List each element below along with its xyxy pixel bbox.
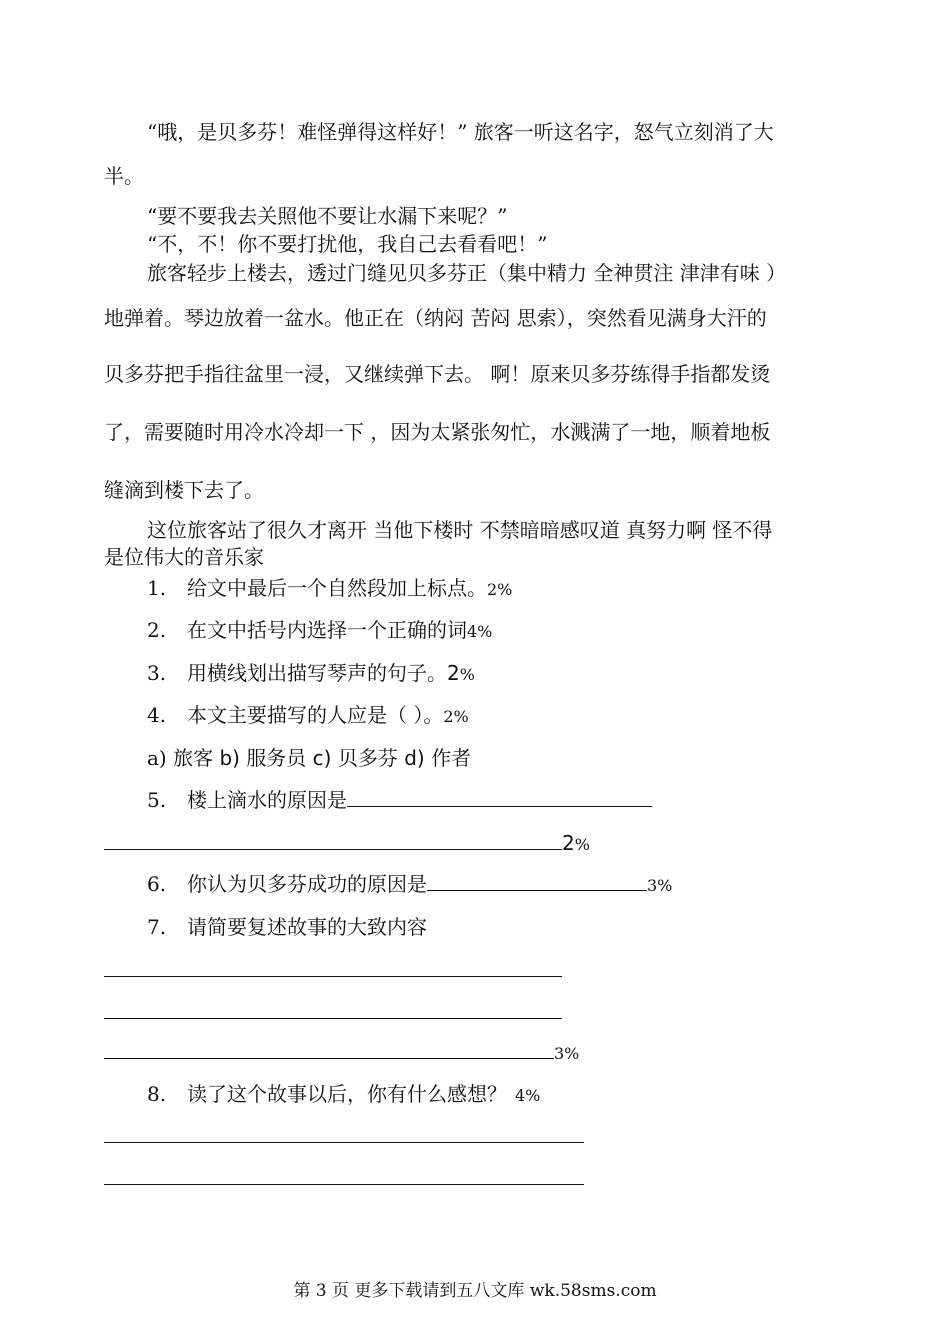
question-4-options [147,744,471,772]
question-number: 4. [147,703,167,727]
passage-line: “要不要我去关照他不要让水漏下来呢？” [147,204,508,228]
question-score-percent: % [459,665,475,684]
option-c: 贝多芬 [337,746,398,770]
passage-line: 缝滴到楼下去了。 [104,478,264,502]
question-1 [147,574,512,604]
passage-line: “哦，是贝多芬！难怪弹得这样好！” 旅客一听这名字，怒气立刻消了大 [147,120,774,144]
answer-blank[interactable] [104,1038,554,1059]
passage-line: 这位旅客站了很久才离开 当他下楼时 不禁暗暗感叹道 真努力啊 怪不得 [147,518,773,542]
answer-blank[interactable] [347,786,652,807]
answer-line[interactable] [104,1018,562,1019]
passage-line: 了，需要随时用冷水冷却一下 ，因为太紧张匆忙，水溅满了一地，顺着地板 [104,420,771,444]
question-2 [147,616,492,646]
question-number: 1. [147,576,167,600]
option-b: 服务员 [246,746,307,770]
question-7 [147,913,427,941]
passage-line: “不，不！你不要打扰他，我自己去看看吧！” [147,232,548,256]
question-score-percent: % [574,835,590,854]
question-4 [147,701,469,731]
question-5-continuation [104,829,590,859]
answer-line[interactable] [104,1184,584,1185]
option-b-label: b) [219,746,240,770]
question-text: 用横线划出描写琴声的句子。 [187,661,447,685]
page-footer: 第 3 页 更多下载请到五八文库 wk.58sms.com [293,1281,657,1301]
question-text: 请简要复述故事的大致内容 [187,915,427,939]
question-text: 楼上滴水的原因是 [187,788,347,812]
question-text: 在文中括号内选择一个正确的词 [187,618,467,642]
question-number: 5. [147,788,167,812]
question-text: 本文主要描写的人应是（ ）。 [187,703,444,727]
passage-line: 半。 [104,164,144,188]
option-a: 旅客 [173,746,214,770]
question-number: 2. [147,618,167,642]
option-d: 作者 [431,746,472,770]
answer-blank[interactable] [104,829,562,850]
question-score: 4% [467,622,493,641]
question-5 [147,786,652,814]
option-a-label: a) [147,746,167,770]
option-c-label: c) [312,746,332,770]
question-3 [147,659,475,689]
question-8 [147,1080,540,1110]
question-score: 3% [554,1044,580,1063]
question-text: 读了这个故事以后，你有什么感想？ [187,1082,507,1106]
question-6 [147,870,672,900]
answer-line[interactable] [104,1142,584,1143]
passage-line: 贝多芬把手指往盆里一浸，又继续弹下去。 啊！原来贝多芬练得手指都发烫 [104,362,771,386]
question-number: 7. [147,915,167,939]
question-score: 3% [647,876,673,895]
question-number: 3. [147,661,167,685]
question-score: 2% [487,580,513,599]
passage-line: 旅客轻步上楼去，透过门缝见贝多芬正（集中精力 全神贯注 津津有味 ） [147,261,787,285]
answer-line[interactable] [104,976,562,977]
question-7-last-line [104,1038,579,1068]
question-score: 2 [447,661,460,685]
question-number: 6. [147,872,167,896]
question-score: 2 [562,831,575,855]
question-score: 2% [443,707,469,726]
answer-blank[interactable] [427,870,647,891]
question-score: 4% [515,1086,541,1105]
question-text: 给文中最后一个自然段加上标点。 [187,576,487,600]
passage-line: 是位伟大的音乐家 [104,545,264,569]
question-number: 8. [147,1082,167,1106]
passage-line: 地弹着。琴边放着一盆水。他正在（纳闷 苦闷 思索），突然看见满身大汗的 [104,306,767,330]
question-text: 你认为贝多芬成功的原因是 [187,872,427,896]
option-d-label: d) [404,746,425,770]
